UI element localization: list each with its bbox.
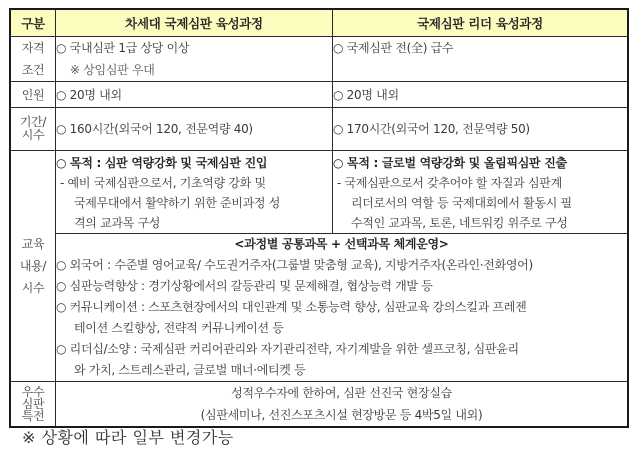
headcount-next-gen: ○ 20명 내외: [56, 82, 333, 108]
benefit-row: [10, 382, 628, 428]
education-label: 교육 내용/ 시수: [10, 151, 56, 382]
qualification-next-gen: ○ 국내심판 1급 상당 이상 ※ 상임심판 우대: [56, 37, 333, 82]
qualification-leader: ○ 국제심판 전(全) 급수: [333, 37, 629, 82]
period-label: 기간/ 시수: [10, 108, 56, 151]
period-leader: ○ 170시간(외국어 120, 전문역량 50): [333, 108, 629, 151]
curriculum-item-communication: ○ 커뮤니케이션 : 스포츠현장에서의 대인관계 및 소통능력 향상, 심판교육 강의스킬과 프레젠: [56, 300, 527, 314]
header-leader-course: 국제심판 리더 육성과정: [333, 9, 629, 37]
common-curriculum-title: <과정별 공통과목 + 선택과목 체계운영>: [234, 237, 449, 251]
next-gen-goal: ○ 목적 : 심판 역량강화 및 국제심판 진입: [56, 156, 268, 170]
footnote: ※ 상황에 따라 일부 변경가능: [22, 428, 234, 447]
preference-note: ※ 상임심판 우대: [70, 63, 155, 77]
common-curriculum: <과정별 공통과목 + 선택과목 체계운영> ○ 외국어 : 수준별 영어교육/ 수도권거주자(그룹별 맞춤형 교육), 지방거주자(온라인·전화영어) ○ 심판능력향상 : 경기상황에서의 갈등관리 및 문제해결, 협상능력 개발 등 ○ 커뮤니케이션 : 스포츠현장에서의 대인관계 및 소통능력 향상, 심판교육 강의스킬과 프레젠 테이션 스킬향상, 전략적 커뮤니케이션 등 ○ 리더십/소양 : 국제심판 커리어관리와 자기관리전략, 자기계발을 위한 셀프코칭, 심판윤리 와 가치, 스트레스관리, 글로벌 매너·에티켓 등: [56, 234, 629, 382]
curriculum-item-language: ○ 외국어 : 수준별 영어교육/ 수도권거주자(그룹별 맞춤형 교육), 지방거주자(온라인·전화영어): [56, 258, 533, 272]
header-next-gen-course: 차세대 국제심판 육성과정: [56, 9, 333, 37]
leader-goal: ○ 목적 : 글로벌 역량강화 및 올림픽심판 진출: [333, 156, 567, 170]
common-curriculum-row: [10, 234, 628, 382]
headcount-leader: ○ 20명 내외: [333, 82, 629, 108]
training-course-table: [9, 8, 629, 428]
curriculum-item-referee-skill: ○ 심판능력향상 : 경기상황에서의 갈등관리 및 문제해결, 협상능력 개발 등: [56, 279, 433, 293]
headcount-label: 인원: [10, 82, 56, 108]
headcount-row: [10, 82, 628, 108]
curriculum-item-leadership: ○ 리더십/소양 : 국제심판 커리어관리와 자기관리전략, 자기계발을 위한 셀프코칭, 심판윤리: [56, 342, 519, 356]
qualification-row: [10, 37, 628, 82]
qualification-label: 자격 조건: [10, 37, 56, 82]
education-goal-row: [10, 151, 628, 234]
education-next-gen: ○ 목적 : 심판 역량강화 및 국제심판 진입 - 예비 국제심판으로서, 기초역량 강화 및 국제무대에서 활약하기 위한 준비과정 성 격의 교과목 구성: [56, 151, 333, 234]
period-row: [10, 108, 628, 151]
benefit-content: 성적우수자에 한하여, 심판 선진국 현장실습 (심판세미나, 선진스포츠시설 현장방문 등 4박5일 내외): [56, 382, 629, 428]
header-row: [10, 9, 628, 37]
education-leader: ○ 목적 : 글로벌 역량강화 및 올림픽심판 진출 - 국제심판으로서 갖추어야 할 자질과 심판계 리더로서의 역할 등 국제대회에서 활동시 필 수적인 교과목, 토론, 네트워킹 위주로 구성: [333, 151, 629, 234]
period-next-gen: ○ 160시간(외국어 120, 전문역량 40): [56, 108, 333, 151]
header-category: 구분: [10, 9, 56, 37]
benefit-label: 우수 심판 특전: [10, 382, 56, 428]
